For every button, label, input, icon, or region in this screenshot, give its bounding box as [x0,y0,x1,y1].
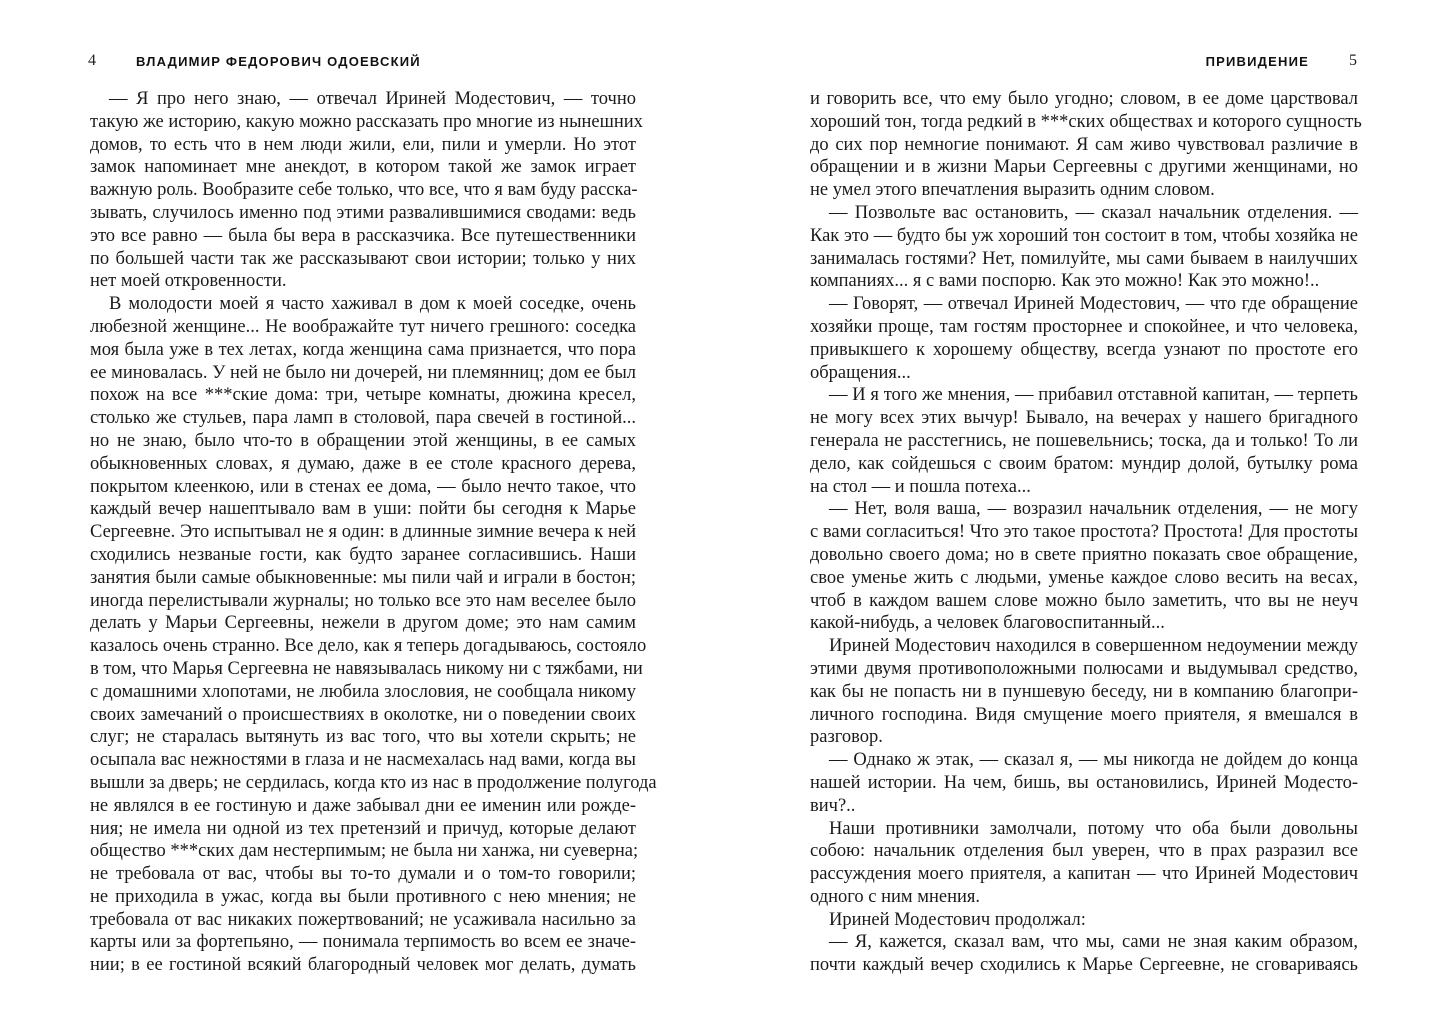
text-line: обращения... [810,362,911,383]
text-line: рассуждения моего приятеля, а капитан — что Ириней Модестович [810,864,1358,885]
text-line: Сергеевне. Это испытывал не я один: в длинные зимние вечера к ней [90,522,636,543]
text-line: — Однако ж этак, — сказал я, — мы никогда не дойдем до конца [829,750,1358,771]
text-line: разговор. [810,727,883,748]
text-line: сходились незваные гости, как будто заранее согласившись. Наши [90,544,636,565]
text-line: столько же стульев, пара ламп в столовой, пара свечей в гостиной... [90,408,636,429]
text-line: — И я того же мнения, — прибавил отставной капитан, — терпеть [829,385,1358,406]
text-line: такую же историю, какую можно рассказать про многие из нынешних [90,111,643,132]
text-line: ния; не имела ни одной из тех претензий и причуд, которые делают [90,818,636,839]
text-line: похож на все ***ские дома: три, четыре комнаты, дюжина кресел, [90,385,636,406]
text-line: и говорить все, что ему было угодно; словом, в ее доме царствовал [810,89,1358,109]
text-line: не могу всех этих вычур! Бывало, на вечерах у нашего бригадного [810,408,1358,429]
text-line: но не знаю, было что-то в обращении этой женщины, в ее самых [90,430,636,451]
text-line: домов, то есть что в нем люди жили, ели, пили и умерли. Но этот [90,134,636,155]
text-line: этими двумя противоположными полюсами и выдумывал средство, [810,658,1358,679]
text-line: до сих пор немногие понимают. Я сам живо чувствовал различие в [810,134,1358,155]
text-line: Наши противники замолчали, потому что оба были довольны [829,818,1358,839]
text-line: Ириней Модестович продолжал: [829,909,1086,930]
text-line: с вами согласиться! Что это такое простота? Простота! Для простоты [810,522,1358,543]
text-line: — Говорят, — отвечал Ириней Модестович, — что где обращение [829,294,1358,315]
text-line: нет моей откровенности. [90,271,287,292]
text-line: занятия были самые обыкновенные: мы пили чай и играли в бостон; [90,567,636,588]
text-line: по большей части так же рассказывают свои истории; только у них [90,248,636,269]
text-line: покрытом клеенкою, или в стенах ее дома, — было нечто такое, что [90,476,636,497]
text-line: какой-нибудь, а человек благовоспитанный... [810,613,1165,634]
text-line: важную роль. Вообразите себе только, что все, что я вам буду расска- [90,180,638,201]
body-text [810,88,1362,977]
text-line: хозяйки проще, там гостям просторнее и спокойнее, и что человека, [810,316,1358,337]
text-line: генерала не расстегнись, не пошевельнись; тоска, да и только! То ли [810,430,1358,451]
text-line: В молодости моей я часто хаживал в дом к моей соседке, очень [109,294,636,315]
text-line: это все равно — была бы вера в рассказчика. Все путешественники [90,225,636,246]
text-line: не являлся в ее гостиную и даже забывал дни ее именин или рожде- [90,795,636,816]
text-line: не умел этого впечатления выразить одним словом. [810,180,1215,201]
text-line: не приходила в ужас, когда вы были противного с нею мнения; не [90,886,636,907]
text-line: компаниях... я с вами поспорю. Как это можно! Как это можно!.. [810,271,1320,292]
text-line: занималась гостями? Нет, помилуйте, мы сами бываем в наилучших [810,248,1358,269]
text-line: дело, как сойдешься с своим братом: мундир долой, бутылку рома [810,453,1358,474]
page-number: 4 [88,52,96,69]
text-line: вич?.. [810,795,856,816]
text-line: собою: начальник отделения был уверен, что в прах разразил все [810,841,1358,862]
text-line: нии; в ее гостиной всякий благородный человек мог делать, думать [90,955,636,976]
text-line: иногда перелистывали журналы; но только все это нам веселее было [90,590,636,611]
text-line: Ириней Модестович находился в совершенном недоумении между [829,636,1358,657]
text-line: карты или за фортепьяно, — понимала терпимость во всем ее значе- [90,932,636,953]
text-line: моя была уже в тех летах, когда женщина сама признается, что пора [90,339,636,360]
text-line: одного с ним мнения. [810,886,981,907]
text-line: хороший тон, тогда редкий в ***ских обществах и которого сущность [810,111,1362,132]
text-line: — Я, кажется, сказал вам, что мы, сами не зная каким образом, [829,932,1358,953]
right-page [722,0,1445,1033]
text-line: — Я про него знаю, — отвечал Ириней Модестович, — точно [109,89,636,109]
text-line: не требовала от вас, чтобы вы то-то думали и о том-то говорили; [90,864,636,885]
text-line: привыкшего к хорошему обществу, всегда узнают по простоте его [810,339,1358,360]
text-line: почти каждый вечер сходились к Марье Сергеевне, не сговариваясь [810,955,1358,976]
running-head-author: ВЛАДИМИР ФЕДОРОВИЧ ОДОЕВСКИЙ [136,54,421,69]
text-line: чтоб в каждом вашем слове можно было заметить, что вы не неуч [810,590,1358,611]
text-line: с домашними хлопотами, не любила злословия, не сообщала никому [90,681,636,702]
text-line: Как это — будто бы уж хороший тон состоит в том, чтобы хозяйка не [810,225,1358,246]
text-line: как бы не попасть ни в пуншевую беседу, ни в компанию благопри- [810,681,1358,702]
text-line: нашей истории. На чем, бишь, вы остановились, Ириней Модесто- [810,772,1358,793]
text-line: личного господина. Видя смущение моего приятеля, я вмешался в [810,704,1358,725]
text-line: довольно своего дома; но в свете приятно показать свое обращение, [810,544,1358,565]
text-line: своих замечаний о происшествиях в околотке, ни о поведении своих [90,704,636,725]
text-line: на стол — и пошла потеха... [810,476,1031,497]
text-line: каждый вечер нашептывало вам в уши: пойти бы сегодня к Марье [90,499,636,520]
running-head-title: ПРИВИДЕНИЕ [1205,54,1309,69]
text-line: требовала от вас никаких пожертвований; не усаживала насильно за [90,909,636,930]
text-line: общество ***ских дам нестерпимым; не была ни ханжа, ни суеверна; [90,841,639,862]
text-line: слуг; не старалась вытянуть из вас того, что вы хотели скрыть; не [90,727,636,748]
page-number: 5 [1349,52,1357,69]
text-line: зывать, случилось именно под этими развалившимися сводами: ведь [90,202,636,223]
text-line: осыпала вас нежностями в глаза и не насмехалась над вами, когда вы [90,750,636,771]
text-line: делать у Марьи Сергеевны, нежели в другом доме; это нам самим [90,613,636,634]
text-line: замок напоминает мне анекдот, в котором такой же замок играет [90,157,636,178]
text-line: обыкновенных словах, я думаю, даже в ее столе красного дерева, [90,453,636,474]
text-line: ее миновалась. У ней не было ни дочерей, ни племянниц; дом ее был [90,362,636,383]
text-line: в том, что Марья Сергеевна не навязывалась никому ни с тяжбами, ни [90,658,643,679]
text-line: вышли за дверь; не сердилась, когда кто из нас в продолжение полугода [90,772,657,793]
left-page [0,0,722,1033]
body-text [90,88,657,977]
text-line: свое уменье жить с людьми, уменье каждое слово весить на весах, [810,567,1358,588]
text-line: казалось очень странно. Все дело, как я теперь догадываюсь, состояло [90,636,647,657]
text-line: любезной женщине... Не воображайте тут ничего грешного: соседка [90,316,636,337]
text-line: обращении и в жизни Марьи Сергеевны с другими женщинами, но [810,157,1358,178]
text-line: — Нет, воля ваша, — возразил начальник отделения, — не могу [829,499,1358,520]
text-line: — Позвольте вас остановить, — сказал начальник отделения. — [829,202,1358,223]
